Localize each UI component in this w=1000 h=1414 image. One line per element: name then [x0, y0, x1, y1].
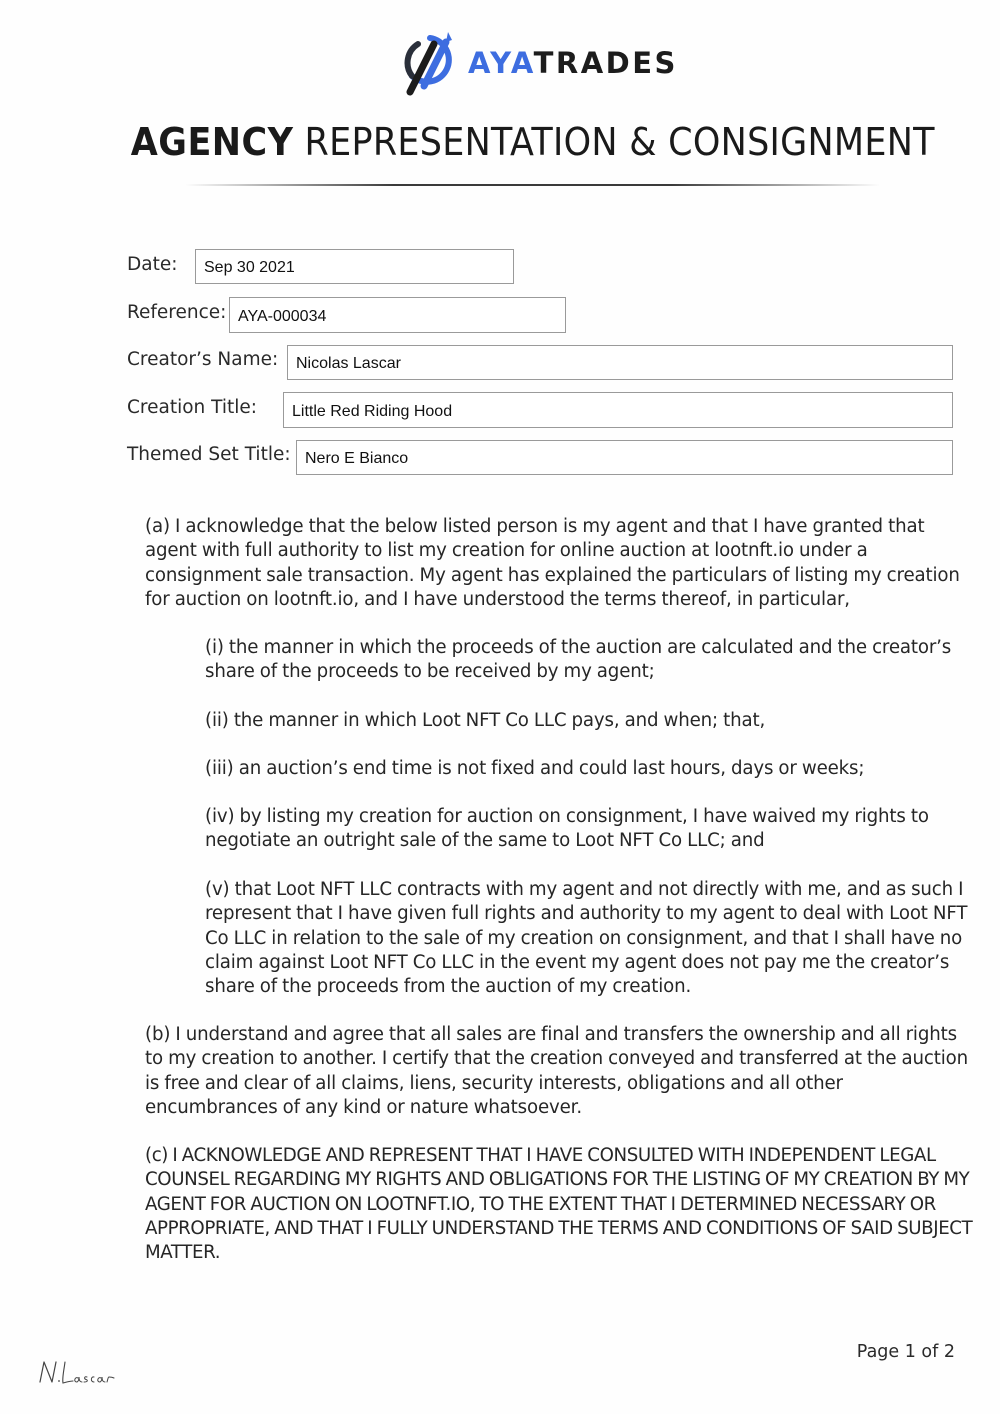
brand-name-aya: AYA	[468, 45, 534, 80]
clause-b: (b) I understand and agree that all sales are final and transfers the ownership and all rights to my creation to another. I certify that the creation conveyed and transferred at the auction is free and clear of all claims, liens, security interests, obligations and all other encumbrances of any kind or nature whatsoever.	[145, 1024, 968, 1118]
clause-a-i: (i) the manner in which the proceeds of the auction are calculated and the creator’s share of the proceeds to be received by my agent;	[205, 637, 952, 683]
page-title	[36, 120, 1000, 164]
title-divider	[185, 184, 880, 186]
clause-a-ii: (ii) the manner in which Loot NFT Co LLC pays, and when; that,	[205, 710, 766, 731]
creation-title-field[interactable]: Little Red Riding Hood	[283, 392, 953, 428]
page-number: Page 1 of 2	[856, 1342, 955, 1362]
themed-set-title-field[interactable]: Nero E Bianco	[296, 440, 953, 475]
reference-label: Reference:	[127, 302, 227, 323]
clause-a-iv: (iv) by listing my creation for auction on consignment, I have waived my rights to negotiate an outright sale of the same to Loot NFT Co LLC; and	[205, 806, 929, 852]
brand-wordmark	[468, 45, 678, 80]
brand-logo	[404, 28, 678, 98]
title-light: REPRESENTATION & CONSIGNMENT	[304, 120, 935, 164]
themed-set-title-label: Themed Set Title:	[127, 444, 291, 465]
date-label: Date:	[127, 254, 178, 275]
date-field[interactable]: Sep 30 2021	[195, 249, 514, 284]
creation-title-label: Creation Title:	[127, 397, 258, 418]
signature	[36, 1354, 116, 1390]
brand-name-trades: TRADES	[533, 45, 678, 80]
creator-name-label: Creator’s Name:	[127, 349, 279, 370]
title-bold: AGENCY	[130, 120, 294, 164]
clause-a: (a) I acknowledge that the below listed person is my agent and that I have granted that agent with full authority to list my creation for online auction at lootnft.io under a consignment sale transaction. My agent has explained the particulars of listing my creation for auction on lootnft.io, and I have understood the terms thereof, in particular,	[145, 516, 960, 610]
reference-field[interactable]: AYA-000034	[229, 297, 566, 333]
ayatrades-logo-icon	[404, 30, 456, 96]
creator-name-field[interactable]: Nicolas Lascar	[287, 345, 953, 380]
clause-a-v: (v) that Loot NFT LLC contracts with my agent and not directly with me, and as such I represent that I have given full rights and authority to my agent to deal with Loot NFT Co LLC in relation to the sale of my creation on consignment, and that I shall have no claim against Loot NFT Co LLC in the event my agent does not pay me the creator’s share of the proceeds from the auction of my creation.	[205, 879, 968, 998]
clause-a-iii: (iii) an auction’s end time is not fixed and could last hours, days or weeks;	[205, 758, 865, 779]
clause-c: (c) I ACKNOWLEDGE AND REPRESENT THAT I HAVE CONSULTED WITH INDEPENDENT LEGAL COUNSEL REGARDING MY RIGHTS AND OBLIGATIONS FOR THE LISTING OF MY CREATION BY MY AGENT FOR AUCTION ON LOOTNFT.IO, TO THE EXTENT THAT I DETERMINED NECESSARY OR APPROPRIATE, AND THAT I FULLY UNDERSTAND THE TERMS AND CONDITIONS OF SAID SUBJECT MATTER.	[145, 1145, 973, 1264]
